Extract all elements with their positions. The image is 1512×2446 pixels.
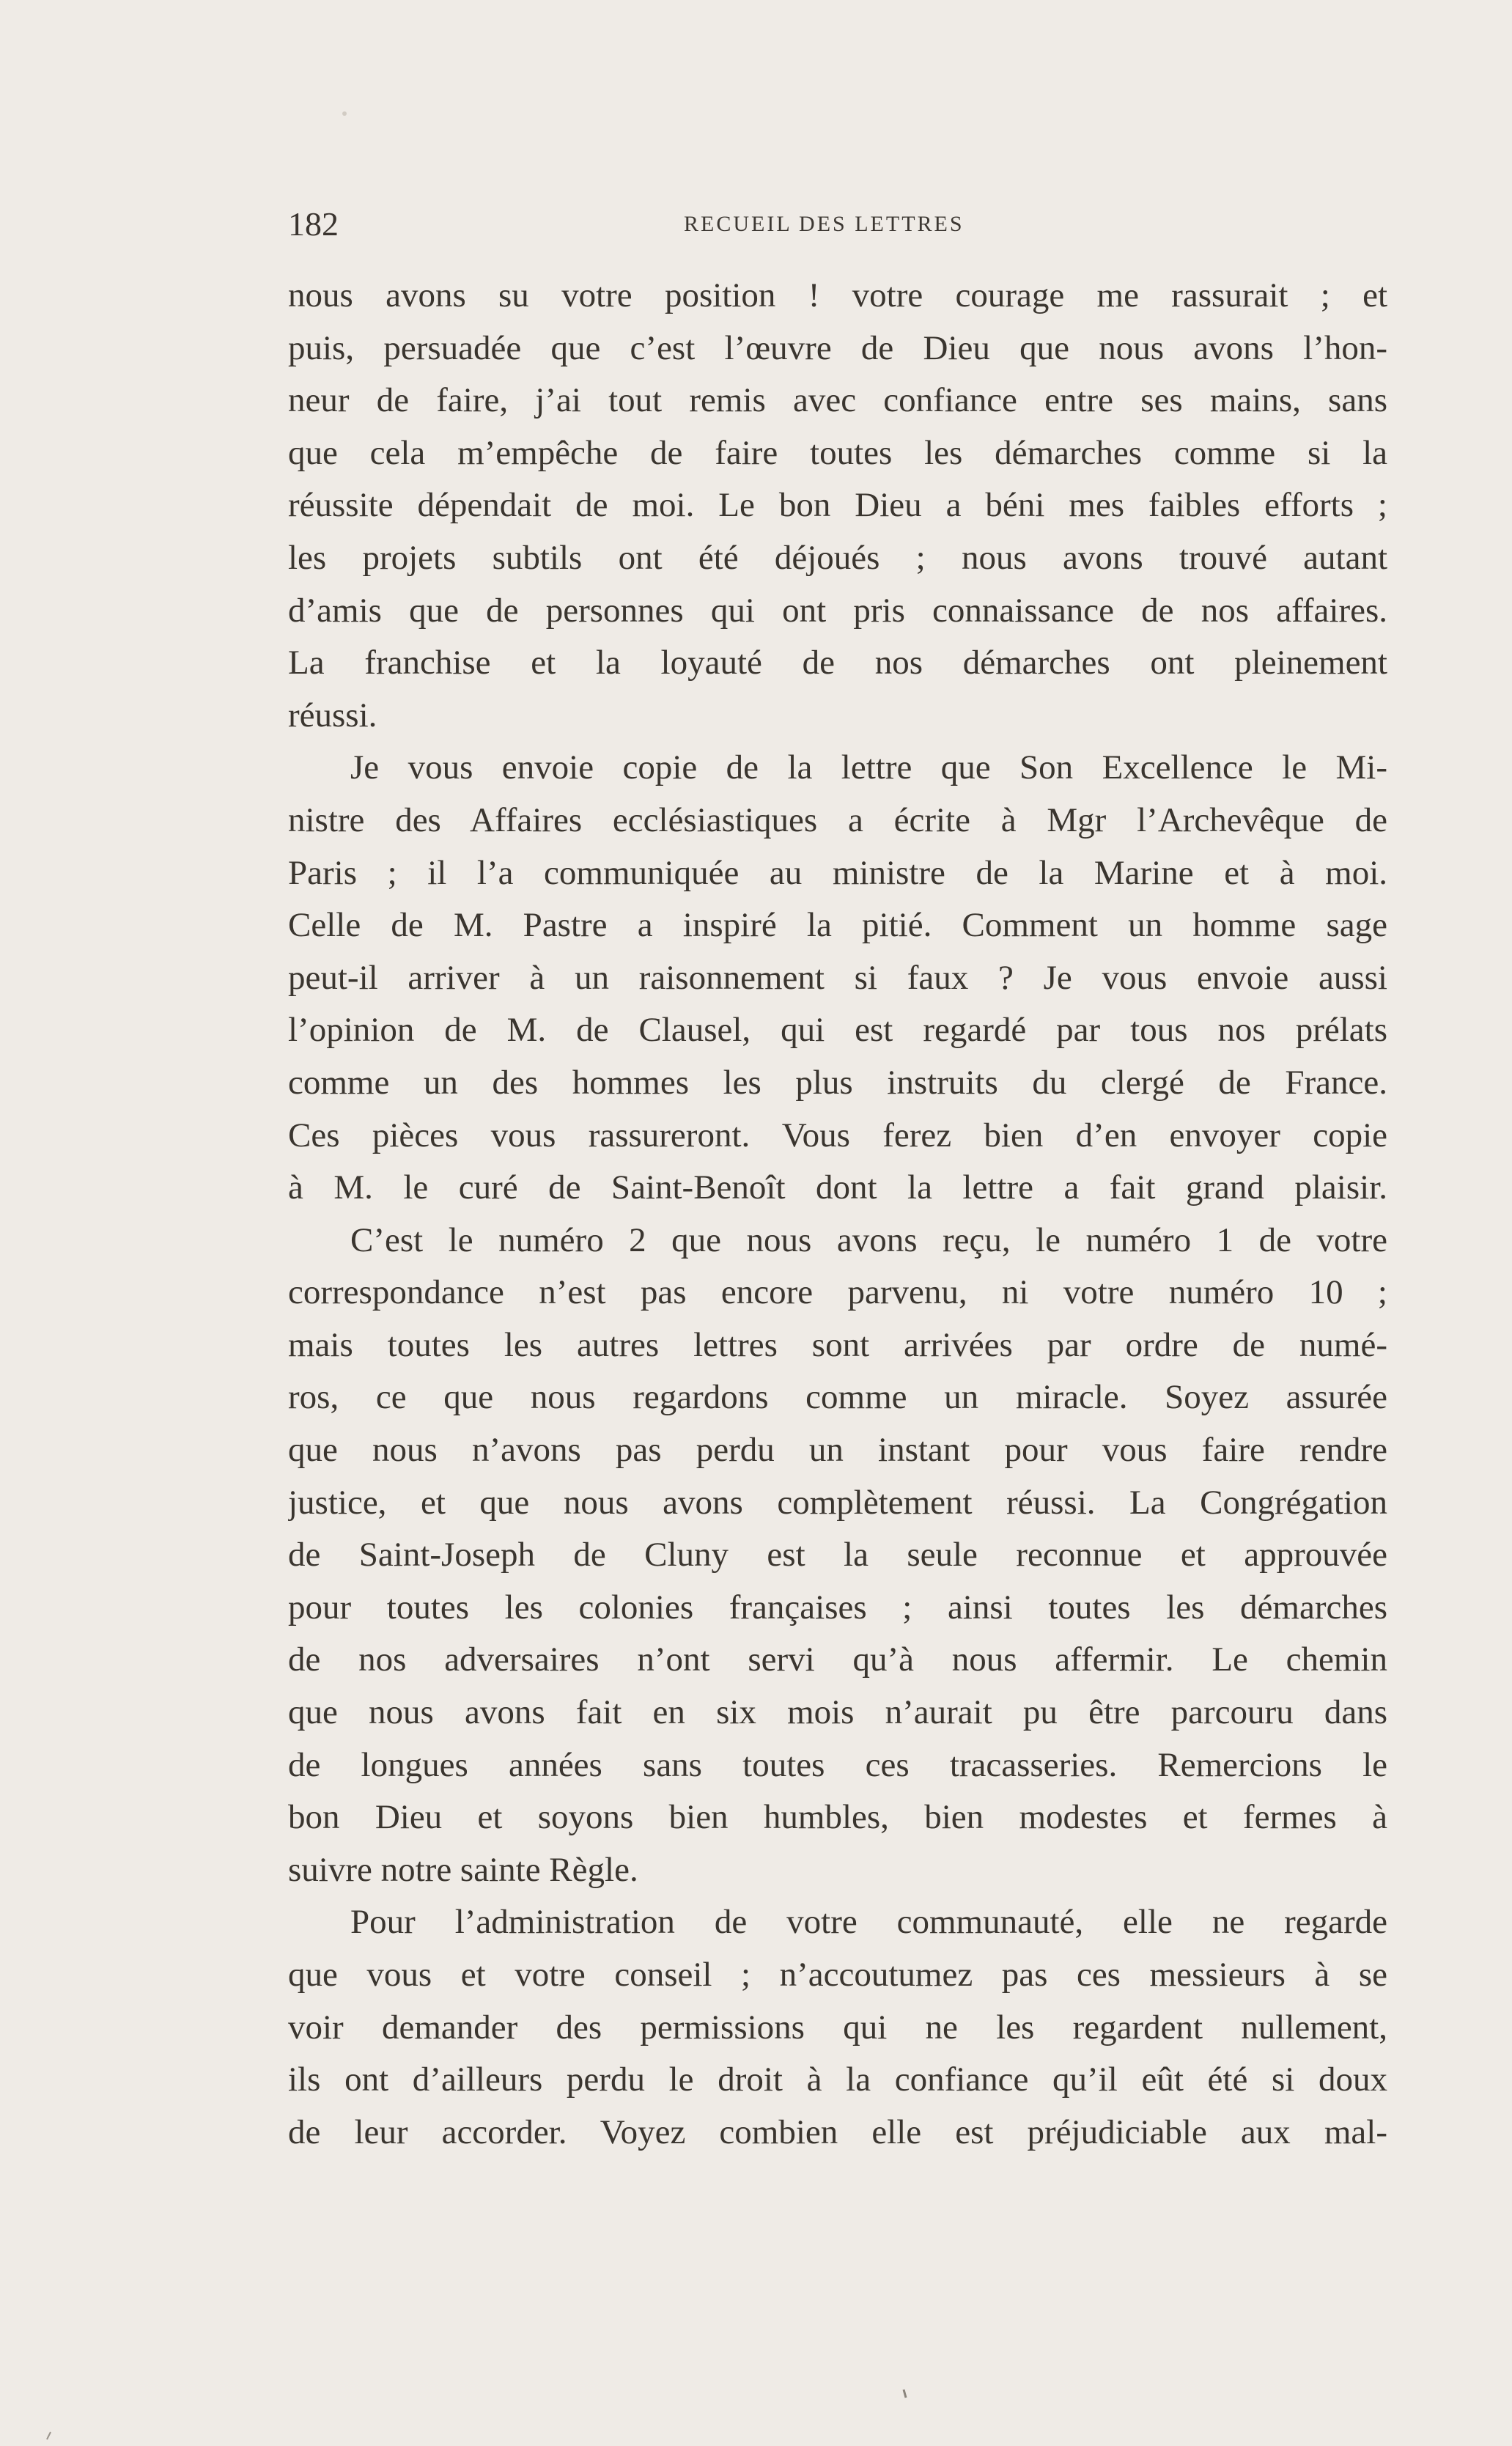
text-line: de nos adversaires n’ont servi qu’à nous affermir. Le chemin — [288, 1640, 1387, 1679]
speck — [342, 111, 347, 116]
text-line: de longues années sans toutes ces tracasseries. Remercions le — [288, 1745, 1387, 1784]
text-line: La franchise et la loyauté de nos démarches ont pleinement — [288, 644, 1387, 682]
text-line: justice, et que nous avons complètement réussi. La Congrégation — [288, 1483, 1387, 1522]
text-line: nous avons su votre position ! votre courage me rassurait ; et — [288, 276, 1387, 314]
text-line: pour toutes les colonies françaises ; ainsi toutes les démarches — [288, 1588, 1387, 1627]
body-text — [288, 270, 1387, 2159]
text-line: puis, persuadée que c’est l’œuvre de Dieu que nous avons l’hon- — [288, 328, 1387, 367]
speck — [47, 2432, 51, 2439]
text-line: Paris ; il l’a communiquée au ministre de la Marine et à moi. — [288, 853, 1387, 892]
speck — [904, 2390, 906, 2398]
text-line: ros, ce que nous regardons comme un miracle. Soyez assurée — [288, 1378, 1387, 1417]
text-line: d’amis que de personnes qui ont pris connaissance de nos affaires. — [288, 591, 1387, 630]
text-line: C’est le numéro 2 que nous avons reçu, le numéro 1 de votre — [350, 1220, 1387, 1259]
text-line: neur de faire, j’ai tout remis avec confiance entre ses mains, sans — [288, 381, 1387, 420]
text-line: de leur accorder. Voyez combien elle est préjudiciable aux mal- — [288, 2112, 1387, 2151]
text-line: que cela m’empêche de faire toutes les démarches comme si la — [288, 433, 1387, 472]
text-line: correspondance n’est pas encore parvenu, ni votre numéro 10 ; — [288, 1273, 1387, 1312]
text-line: à M. le curé de Saint-Benoît dont la lettre a fait grand plaisir. — [288, 1168, 1387, 1207]
text-line: les projets subtils ont été déjoués ; nous avons trouvé autant — [288, 538, 1387, 577]
text-line: comme un des hommes les plus instruits du clergé de France. — [288, 1063, 1387, 1102]
running-head — [288, 202, 1387, 246]
running-title: RECUEIL DES LETTRES — [684, 212, 965, 236]
text-line: que nous n’avons pas perdu un instant pour vous faire rendre — [288, 1431, 1387, 1470]
text-line: mais toutes les autres lettres sont arrivées par ordre de numé- — [288, 1325, 1387, 1364]
page-number: 182 — [288, 205, 339, 243]
text-line: de Saint-Joseph de Cluny est la seule reconnue et approuvée — [288, 1536, 1387, 1574]
text-line: voir demander des permissions qui ne les regardent nullement, — [288, 2008, 1387, 2047]
text-line: bon Dieu et soyons bien humbles, bien modestes et fermes à — [288, 1798, 1387, 1837]
text-line: réussite dépendait de moi. Le bon Dieu a béni mes faibles efforts ; — [288, 486, 1387, 525]
text-line: Ces pièces vous rassureront. Vous ferez bien d’en envoyer copie — [288, 1116, 1387, 1154]
text-line: Celle de M. Pastre a inspiré la pitié. Comment un homme sage — [288, 906, 1387, 945]
text-line: réussi. — [288, 696, 377, 734]
text-line: nistre des Affaires ecclésiastiques a écrite à Mgr l’Archevêque de — [288, 800, 1387, 839]
text-line: ils ont d’ailleurs perdu le droit à la confiance qu’il eût été si doux — [288, 2060, 1387, 2099]
text-line: l’opinion de M. de Clausel, qui est regardé par tous nos prélats — [288, 1011, 1387, 1050]
text-line: que vous et votre conseil ; n’accoutumez pas ces messieurs à se — [288, 1956, 1387, 1994]
text-line: Je vous envoie copie de la lettre que Son Excellence le Mi- — [350, 748, 1387, 787]
text-line: que nous avons fait en six mois n’aurait pu être parcouru dans — [288, 1693, 1387, 1732]
text-line: Pour l’administration de votre communauté, elle ne regarde — [350, 1903, 1387, 1942]
text-line: peut-il arriver à un raisonnement si faux ? Je vous envoie aussi — [288, 958, 1387, 997]
text-line: suivre notre sainte Règle. — [288, 1850, 638, 1889]
